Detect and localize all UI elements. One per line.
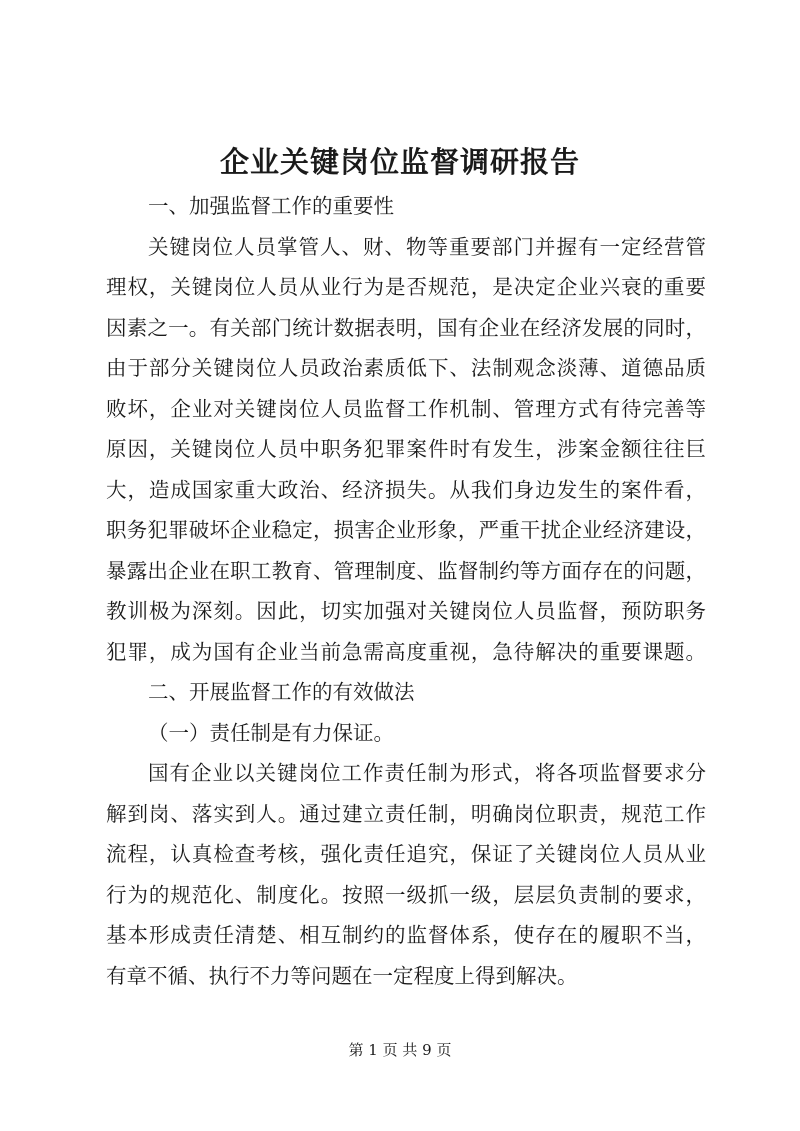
paragraph-line: 教训极为深刻。因此，切实加强对关键岗位人员监督，预防职务 (106, 599, 706, 623)
paragraph-line: 败坏，企业对关键岗位人员监督工作机制、管理方式有待完善等 (106, 396, 706, 421)
paragraph-line: 国有企业以关键岗位工作责任制为形式，将各项监督要求分 (148, 761, 706, 785)
paragraph-line: 因素之一。有关部门统计数据表明，国有企业在经济发展的同时， (106, 315, 706, 340)
paragraph-line: 暴露出企业在职工教育、管理制度、监督制约等方面存在的问题， (106, 558, 706, 583)
paragraph-line: 行为的规范化、制度化。按照一级抓一级，层层负责制的要求， (106, 882, 706, 907)
paragraph-line: 流程，认真检查考核，强化责任追究，保证了关键岗位人员从业 (106, 842, 706, 866)
paragraph-line: 大，造成国家重大政治、经济损失。从我们身边发生的案件看， (106, 477, 706, 502)
paragraph-line: 由于部分关键岗位人员政治素质低下、法制观念淡薄、道德品质 (106, 356, 706, 380)
paragraph-line: 有章不循、执行不力等问题在一定程度上得到解决。 (106, 963, 578, 988)
paragraph-line: 原因，关键岗位人员中职务犯罪案件时有发生，涉案金额往往巨 (106, 437, 706, 461)
paragraph-line: 基本形成责任清楚、相互制约的监督体系，使存在的履职不当， (106, 923, 706, 947)
paragraph-line: 犯罪，成为国有企业当前急需高度重视，急待解决的重要课题。 (106, 639, 706, 664)
section-heading: 一、加强监督工作的重要性 (148, 194, 394, 218)
paragraph-line: 理权，关键岗位人员从业行为是否规范，是决定企业兴衰的重要 (106, 275, 706, 299)
page-footer: 第 1 页 共 9 页 (348, 1041, 452, 1059)
document-title: 企业关键岗位监督调研报告 (219, 145, 580, 179)
subsection-heading: （一）责任制是有力保证。 (148, 720, 394, 745)
paragraph-line: 职务犯罪破坏企业稳定，损害企业形象，严重干扰企业经济建设， (106, 518, 706, 542)
paragraph-line: 关键岗位人员掌管人、财、物等重要部门并握有一定经营管 (148, 234, 706, 259)
section-heading: 二、开展监督工作的有效做法 (148, 680, 415, 704)
paragraph-line: 解到岗、落实到人。通过建立责任制，明确岗位职责，规范工作 (106, 801, 706, 826)
document-body (106, 186, 706, 996)
